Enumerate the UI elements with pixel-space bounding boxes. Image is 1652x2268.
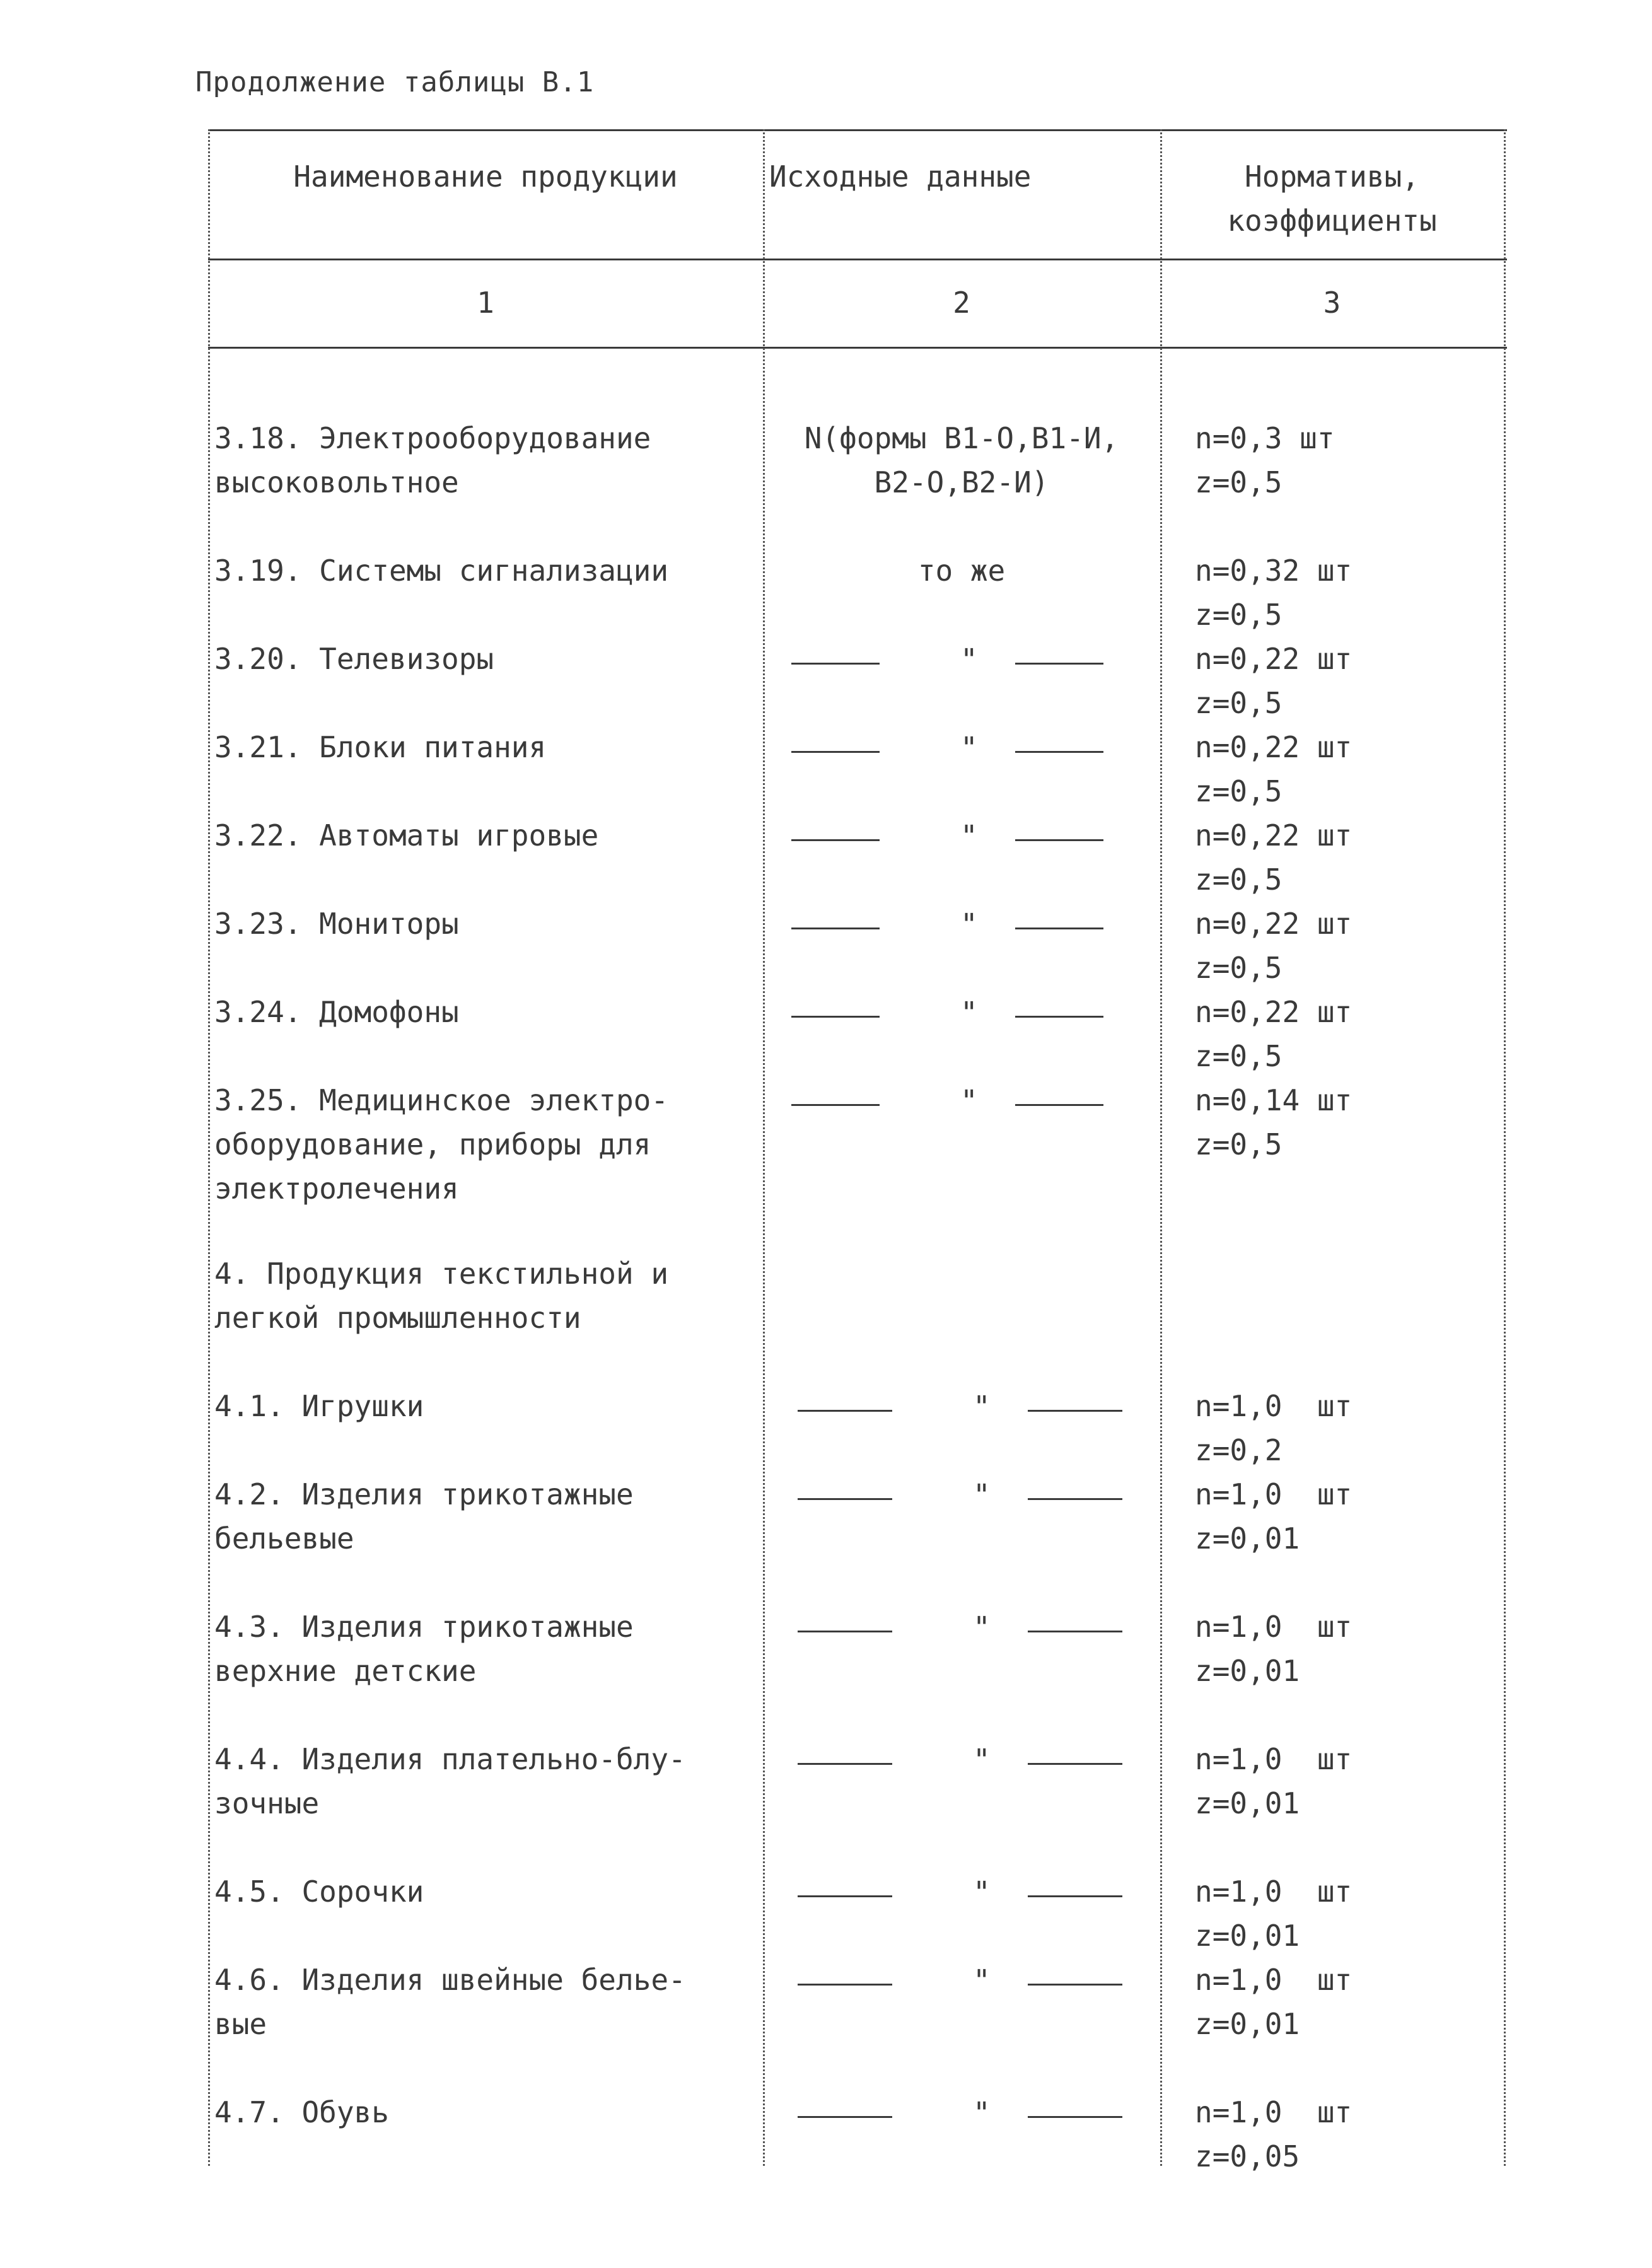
ditto-dash-left: [791, 839, 880, 841]
ditto-mark: ": [960, 819, 978, 853]
ditto-dash-left: [798, 1410, 892, 1412]
row-name: 3.21. Блоки питания: [214, 730, 547, 764]
ditto-dash-left: [798, 1763, 892, 1765]
section-heading: 4. Продукция текстильной и легкой промышленности: [214, 1257, 669, 1335]
row-norm: n=0,3 шт z=0,5: [1195, 421, 1335, 499]
ditto-dash-right: [1028, 1763, 1122, 1765]
ditto-dash-right: [1028, 1984, 1122, 1986]
ditto-mark: ": [973, 2096, 991, 2130]
row-name: 4.4. Изделия плательно-блу- зочные: [214, 1742, 686, 1820]
ditto-dash-left: [791, 1104, 880, 1106]
ditto-dash-right: [1015, 1016, 1103, 1018]
row-name: 4.7. Обувь: [214, 2095, 389, 2129]
row-name: 4.3. Изделия трикотажные верхние детские: [214, 1610, 634, 1688]
ditto-dash-left: [791, 928, 880, 929]
row-norm: n=0,14 шт z=0,5: [1195, 1083, 1352, 1161]
ditto-dash-right: [1028, 1498, 1122, 1500]
ditto-mark: ": [973, 1963, 991, 1998]
ditto-dash-right: [1015, 751, 1103, 753]
row-name: 3.19. Системы сигнализации: [214, 554, 669, 588]
ditto-mark: ": [973, 1478, 991, 1512]
row-norm: n=1,0 шт z=0,05: [1195, 2095, 1352, 2173]
ditto-dash-right: [1028, 1631, 1122, 1632]
ditto-dash-left: [791, 663, 880, 665]
ditto-dash-right: [1015, 663, 1103, 665]
header-name: Наименование продукции: [293, 160, 678, 194]
row-norm: n=1,0 шт z=0,2: [1195, 1389, 1352, 1467]
ditto-dash-right: [1015, 1104, 1103, 1106]
row-norm: n=1,0 шт z=0,01: [1195, 1477, 1352, 1556]
row-name: 4.5. Сорочки: [214, 1875, 424, 1909]
ditto-dash-right: [1015, 928, 1103, 929]
col-separator-2: [1160, 129, 1162, 2166]
table-top-rule: [208, 129, 1507, 131]
ditto-mark: ": [960, 907, 978, 941]
row-name: 3.24. Домофоны: [214, 995, 459, 1029]
ditto-dash-left: [798, 1984, 892, 1986]
row-name: 3.20. Телевизоры: [214, 642, 494, 676]
ditto-dash-right: [1028, 2116, 1122, 2118]
ditto-mark: ": [960, 1084, 978, 1118]
row-name: 3.23. Мониторы: [214, 907, 459, 941]
ditto-mark: ": [960, 731, 978, 765]
col-number-1: 1: [477, 286, 494, 320]
table-caption: Продолжение таблицы В.1: [195, 66, 595, 98]
row-name: 4.2. Изделия трикотажные бельевые: [214, 1477, 634, 1556]
row-source: N(формы В1-О,В1-И, В2-О,В2-И): [804, 421, 1119, 499]
ditto-dash-left: [798, 1895, 892, 1897]
ditto-dash-left: [791, 751, 880, 753]
header-source: Исходные данные: [769, 160, 1032, 194]
ditto-dash-right: [1028, 1895, 1122, 1897]
row-name: 3.22. Автоматы игровые: [214, 818, 599, 852]
row-norm: n=1,0 шт z=0,01: [1195, 1742, 1352, 1820]
row-norm: n=1,0 шт z=0,01: [1195, 1875, 1352, 1953]
ditto-mark: ": [960, 643, 978, 677]
row-name: 4.6. Изделия швейные белье- вые: [214, 1963, 686, 2041]
row-norm: n=0,22 шт z=0,5: [1195, 818, 1352, 897]
row-norm: n=0,32 шт z=0,5: [1195, 554, 1352, 632]
ditto-mark: ": [960, 996, 978, 1030]
row-source: то же: [917, 554, 1006, 588]
ditto-dash-left: [798, 1498, 892, 1500]
ditto-dash-right: [1028, 1410, 1122, 1412]
row-norm: n=1,0 шт z=0,01: [1195, 1963, 1352, 2041]
col-number-3: 3: [1323, 286, 1341, 320]
data-table: [208, 129, 1507, 2173]
column-number-rule: [208, 347, 1507, 349]
row-name: 3.18. Электрооборудование высоковольтное: [214, 421, 651, 499]
right-border: [1504, 129, 1506, 2166]
ditto-mark: ": [973, 1390, 991, 1424]
row-norm: n=1,0 шт z=0,01: [1195, 1610, 1352, 1688]
ditto-dash-left: [798, 1631, 892, 1632]
row-name: 3.25. Медицинское электро- оборудование, приборы для электролечения: [214, 1083, 669, 1206]
ditto-dash-left: [798, 2116, 892, 2118]
ditto-mark: ": [973, 1743, 991, 1777]
row-norm: n=0,22 шт z=0,5: [1195, 642, 1352, 720]
header-norms: Нормативы, коэффициенты: [1227, 160, 1437, 238]
col-number-2: 2: [953, 286, 970, 320]
row-norm: n=0,22 шт z=0,5: [1195, 907, 1352, 985]
row-norm: n=0,22 шт z=0,5: [1195, 730, 1352, 808]
header-rule: [208, 259, 1507, 260]
row-name: 4.1. Игрушки: [214, 1389, 424, 1423]
ditto-mark: ": [973, 1875, 991, 1909]
ditto-dash-right: [1015, 839, 1103, 841]
ditto-dash-left: [791, 1016, 880, 1018]
ditto-mark: ": [973, 1610, 991, 1644]
row-norm: n=0,22 шт z=0,5: [1195, 995, 1352, 1073]
